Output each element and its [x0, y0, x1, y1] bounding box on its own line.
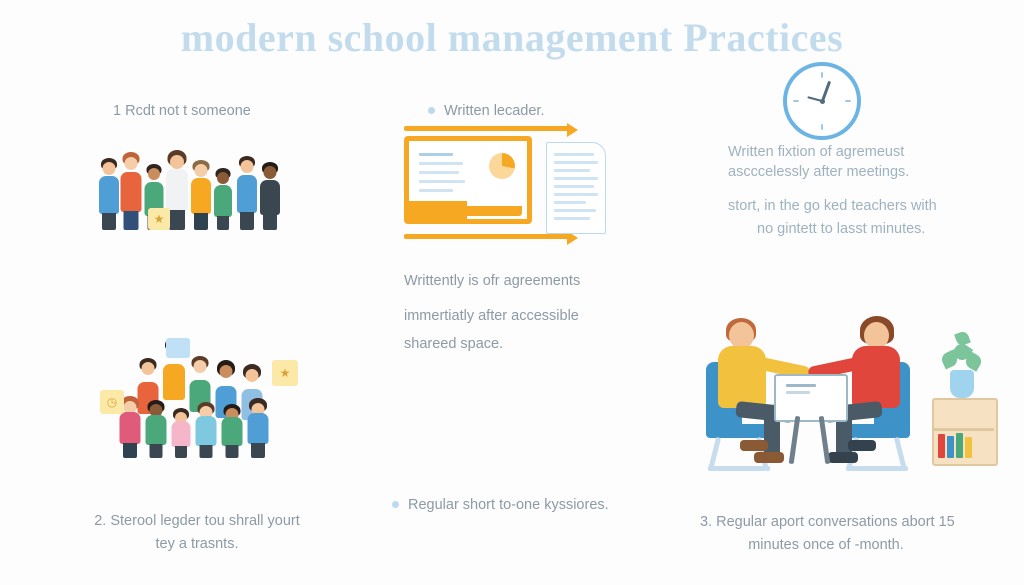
sticky-note-idea-icon: ★ — [272, 360, 298, 386]
illustration-document-screen — [396, 120, 626, 250]
column-one-caption-line-2: tey a trasnts. — [155, 536, 239, 552]
column-two-body-line-1: Writtently is ofr agreements — [404, 273, 581, 289]
column-two-body-line-3: shareed space. — [404, 336, 504, 352]
illustration-meeting-scene — [692, 300, 992, 485]
bullet-dot-icon — [428, 107, 435, 114]
column-one-caption-line-1: 2. Sterool legder tou shrall yourt — [94, 513, 300, 529]
column-three-body-line-2: ascccelessly after meetings. — [728, 164, 910, 180]
column-three-body-line-4: no gintett to lasst minutes. — [757, 221, 926, 237]
column-two-footer — [392, 494, 609, 518]
column-three-body-line-1: Written fixtion of agremeust — [728, 144, 905, 160]
illustration-people-group-standing — [96, 140, 286, 230]
illustration-people-crowd — [100, 318, 300, 458]
column-three-body-line-3: stort, in the go ked teachers with — [728, 198, 937, 214]
column-three-caption-line-2: minutes once of -month. — [748, 537, 904, 553]
bullet-dot-icon-2 — [392, 501, 399, 508]
page-title: modern school management Practices — [180, 15, 844, 60]
column-two-heading-text: Written lecader. — [444, 103, 545, 119]
clock-icon — [783, 62, 861, 140]
sticky-note-clock-icon: ◷ — [100, 390, 124, 414]
sticky-note-icon: ★ — [148, 208, 170, 230]
sticky-note-card-icon — [166, 338, 190, 358]
column-two-body-line-2: immertiatly after accessible — [404, 308, 579, 324]
column-one-heading: 1 Rcdt not t someone — [113, 103, 251, 119]
column-two-footer-text: Regular short to-one kyssiores. — [408, 497, 609, 513]
column-three-caption-line-1: 3. Regular aport conversations abort 15 — [700, 514, 955, 530]
